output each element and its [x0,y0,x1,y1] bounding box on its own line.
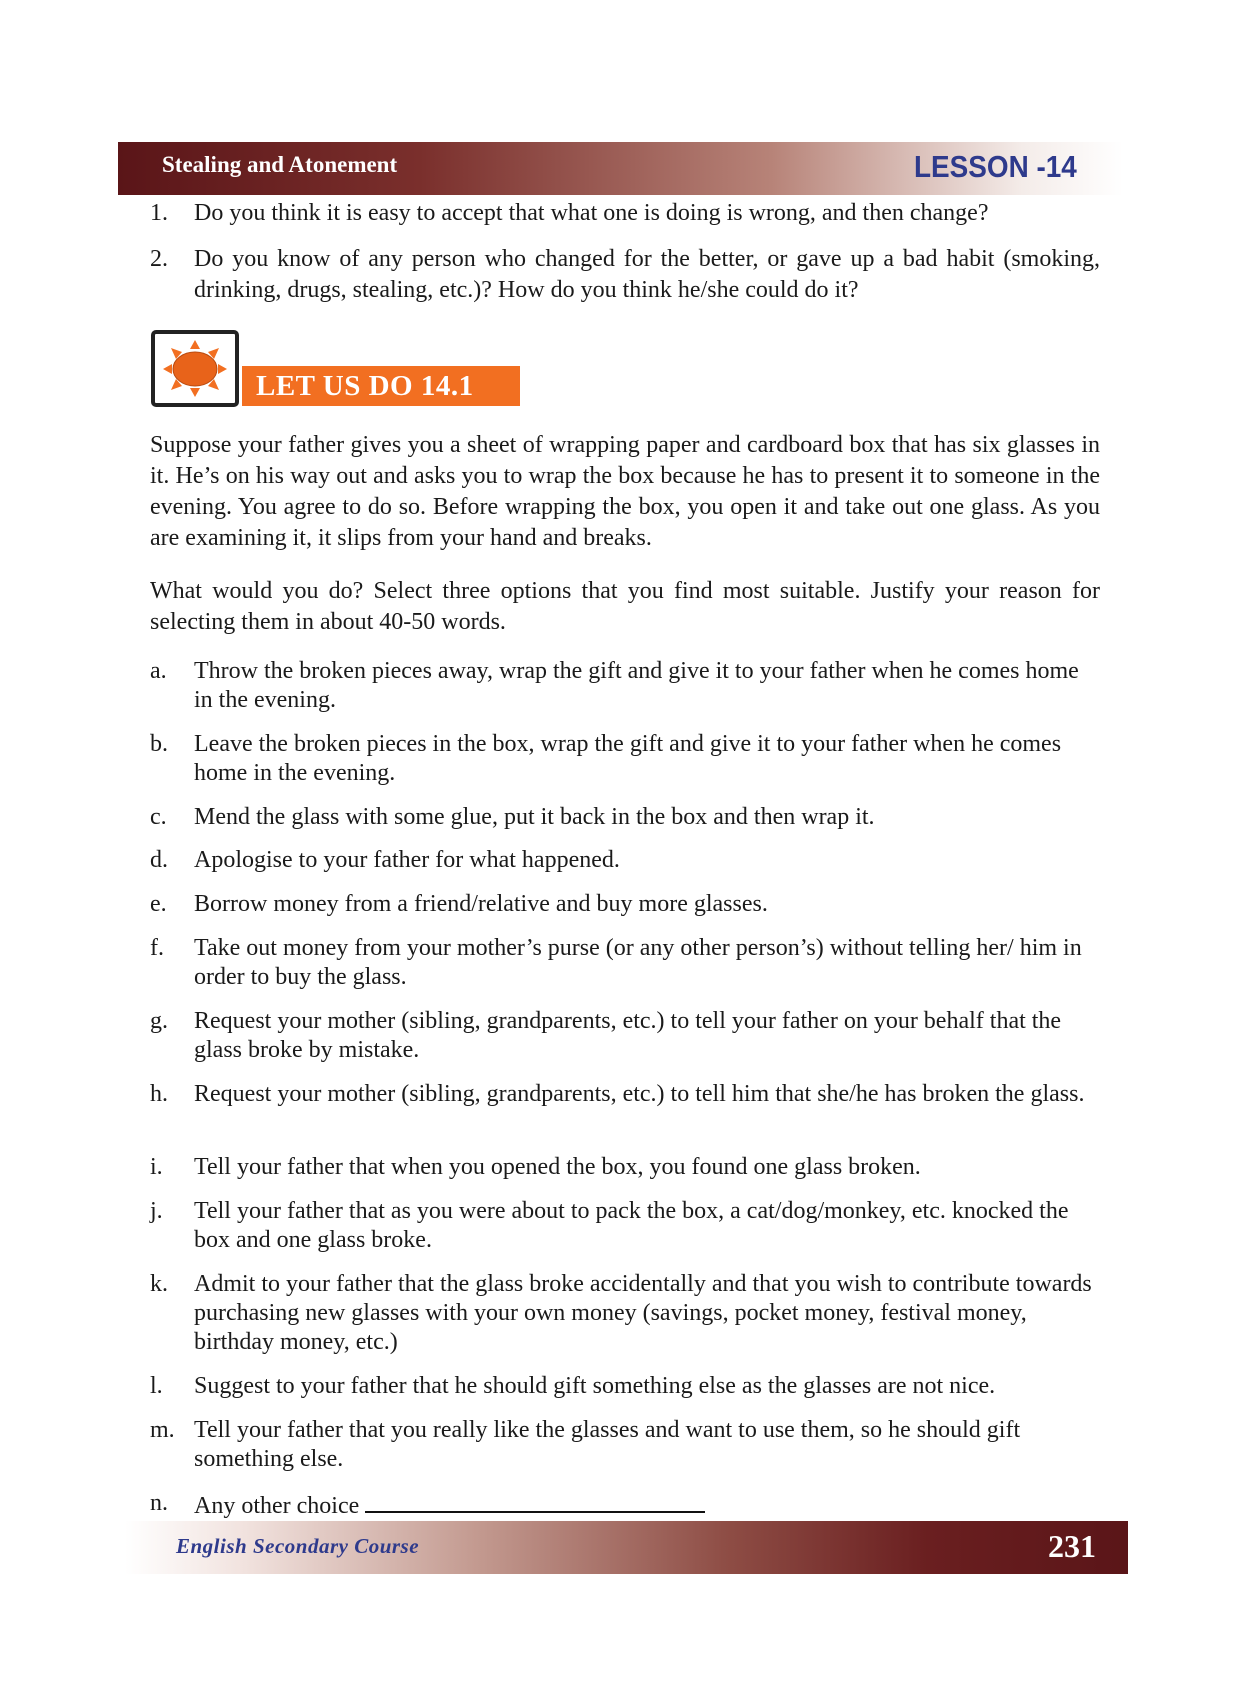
option-letter: n. [150,1490,168,1516]
question-item [150,244,1100,306]
question-text: Do you know of any person who changed for the better, or gave up a bad habit (smoking, drinking, drugs, stealing, etc.)? How do you think he/she could do it? [194,246,1100,303]
question-number: 1. [150,200,168,226]
lesson-number: LESSON -14 [914,149,1077,184]
chapter-title: Stealing and Atonement [162,152,398,177]
option-text: Apologise to your father for what happened. [194,847,620,873]
option-text: Take out money from your mother’s purse (or any other person’s) without telling her/ him in order to buy the glass. [194,935,1082,990]
option-letter: l. [150,1373,163,1399]
option-text: Throw the broken pieces away, wrap the gift and give it to your father when he comes home in the evening. [194,658,1079,713]
option-text: Request your mother (sibling, grandparents, etc.) to tell him that she/he has broken the glass. [194,1081,1085,1107]
question-item [150,198,1100,229]
question-text: Do you think it is easy to accept that what one is doing is wrong, and then change? [194,200,989,226]
sun-icon [151,330,239,407]
option-letter: m. [150,1417,175,1443]
activity-title: LET US DO 14.1 [256,370,474,402]
option-text: Admit to your father that the glass broke accidentally and that you wish to contribute towards purchasing new glasses with your own money (savings, pocket money, festival money, birthday money, etc.) [194,1271,1092,1355]
course-name: English Secondary Course [176,1534,420,1558]
instruction-paragraph: What would you do? Select three options that you find most suitable. Justify your reason for selecting them in about 40-50 words. [150,578,1100,635]
option-letter: j. [150,1198,163,1224]
option-text: Any other choice [194,1493,360,1519]
option-letter: d. [150,847,168,873]
option-text: Tell your father that as you were about to pack the box, a cat/dog/monkey, etc. knocked the box and one glass broke. [194,1198,1069,1253]
option-letter: b. [150,731,168,757]
option-letter: f. [150,935,164,961]
option-letter: c. [150,804,167,830]
option-text: Suggest to your father that he should gift something else as the glasses are not nice. [194,1373,996,1399]
page-number: 231 [1048,1528,1096,1564]
answer-blank-line[interactable] [365,1489,705,1513]
option-text: Mend the glass with some glue, put it back in the box and then wrap it. [194,804,875,830]
option-letter: a. [150,658,167,684]
option-text: Borrow money from a friend/relative and buy more glasses. [194,891,768,917]
option-letter: k. [150,1271,168,1297]
option-text: Leave the broken pieces in the box, wrap the gift and give it to your father when he comes home in the evening. [194,731,1062,786]
option-letter: e. [150,891,167,917]
option-text: Tell your father that when you opened the box, you found one glass broken. [194,1154,921,1180]
scenario-paragraph: Suppose your father gives you a sheet of wrapping paper and cardboard box that has six glasses in it. He’s on his way out and asks you to wrap the box because he has to present it to someone in the evening. You agree to do so. Before wrapping the box, you open it and take out one glass. As you are examining it, it slips from your hand and breaks. [150,432,1100,551]
question-number: 2. [150,246,168,272]
option-text-wrapper [194,1489,1100,1521]
option-text: Request your mother (sibling, grandparents, etc.) to tell your father on your behalf that the glass broke by mistake. [194,1008,1062,1063]
option-letter: g. [150,1008,168,1034]
option-letter: h. [150,1081,168,1107]
option-text: Tell your father that you really like the glasses and want to use them, so he should gift something else. [194,1417,1021,1472]
option-letter: i. [150,1154,163,1180]
